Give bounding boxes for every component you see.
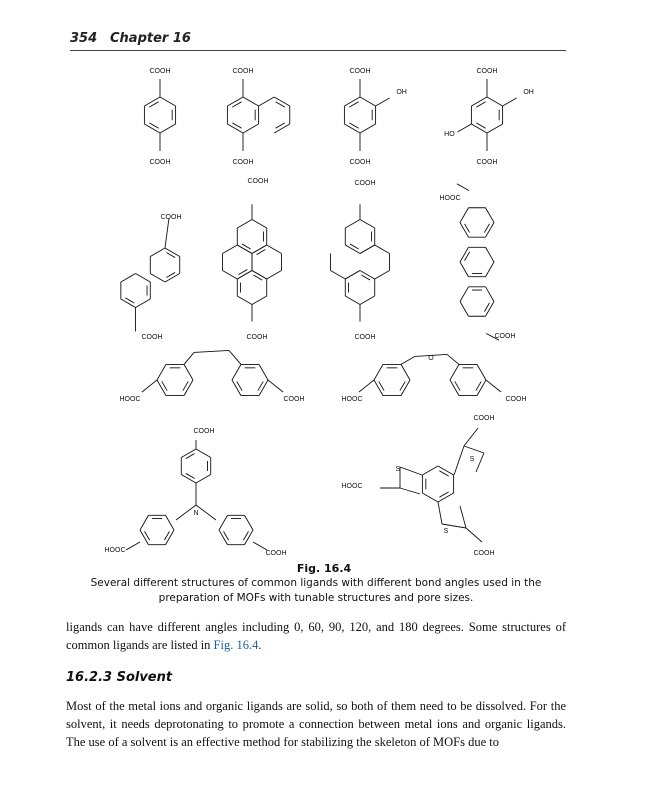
bond bbox=[438, 502, 442, 524]
bond bbox=[460, 287, 469, 302]
bond bbox=[268, 380, 283, 392]
bond bbox=[227, 124, 243, 133]
bond bbox=[136, 274, 151, 283]
bond bbox=[344, 124, 360, 133]
bond bbox=[447, 354, 459, 364]
bond bbox=[450, 380, 459, 396]
atom-label: COOH bbox=[476, 159, 498, 166]
bond bbox=[438, 493, 454, 502]
bond bbox=[344, 97, 360, 106]
bond bbox=[184, 352, 194, 364]
bond bbox=[486, 247, 495, 262]
bond bbox=[259, 380, 268, 396]
atom-label: S bbox=[469, 456, 475, 463]
bond bbox=[267, 271, 282, 280]
bond bbox=[157, 380, 166, 396]
atom-label: COOH bbox=[354, 180, 376, 187]
bond bbox=[140, 515, 149, 530]
bond bbox=[219, 515, 228, 530]
body-paragraph-2: Most of the metal ions and organic ligands are solid, so both of them need to be dissolved. For the solvent, it needs deprotonating to promote a connection between metal ions and organic ligands. The use of a solvent is an effective method for stabilizing the skeleton of MOFs due to bbox=[66, 699, 566, 749]
atom-label: O bbox=[428, 355, 434, 362]
bond bbox=[487, 97, 503, 106]
bond bbox=[422, 493, 438, 502]
bond bbox=[237, 245, 252, 254]
bond bbox=[503, 98, 517, 106]
atom-label: HOOC bbox=[104, 547, 126, 554]
atom-label: COOH bbox=[246, 334, 268, 341]
bond bbox=[142, 380, 157, 392]
bond bbox=[136, 299, 151, 308]
bond bbox=[232, 380, 241, 396]
bond bbox=[274, 97, 290, 106]
bond bbox=[237, 220, 252, 229]
bond bbox=[166, 515, 175, 530]
atom-label: S bbox=[395, 466, 401, 473]
bond bbox=[345, 296, 360, 305]
bond bbox=[477, 364, 486, 380]
atom-label: COOH bbox=[473, 415, 495, 422]
bond bbox=[374, 364, 383, 380]
atom-label: COOH bbox=[149, 68, 171, 75]
bond bbox=[466, 528, 482, 542]
bond bbox=[450, 364, 459, 380]
atom-label: COOH bbox=[505, 396, 527, 403]
bond bbox=[486, 287, 495, 302]
bond bbox=[245, 515, 254, 530]
bond bbox=[259, 364, 268, 380]
bond bbox=[157, 364, 166, 380]
bond bbox=[360, 220, 375, 229]
bond bbox=[196, 449, 211, 458]
bond bbox=[165, 274, 180, 283]
bond bbox=[460, 262, 469, 277]
bond bbox=[376, 98, 390, 106]
atom-label: COOH bbox=[265, 550, 287, 557]
atom-label: OH bbox=[523, 89, 534, 96]
atom-label: HOOC bbox=[341, 483, 363, 490]
bond bbox=[253, 542, 267, 550]
bond bbox=[223, 245, 238, 254]
bond bbox=[232, 364, 241, 380]
bond bbox=[126, 542, 140, 550]
bond bbox=[243, 97, 259, 106]
bond bbox=[360, 124, 376, 133]
bond bbox=[252, 296, 267, 305]
page-number: 354 bbox=[70, 31, 98, 46]
body-paragraph-1 bbox=[66, 618, 566, 654]
bond bbox=[400, 467, 422, 475]
bond bbox=[245, 530, 254, 545]
bond bbox=[274, 124, 290, 133]
bond bbox=[460, 302, 469, 317]
paragraph-1-end: . bbox=[258, 638, 262, 652]
bond bbox=[243, 124, 259, 133]
bond bbox=[360, 97, 376, 106]
bond bbox=[150, 248, 165, 257]
bond bbox=[223, 271, 238, 280]
chapter-title: Chapter 16 bbox=[110, 31, 191, 46]
bond bbox=[477, 380, 486, 396]
bond bbox=[486, 262, 495, 277]
atom-label: COOH bbox=[476, 68, 498, 75]
bond bbox=[140, 530, 149, 545]
bond bbox=[345, 271, 360, 280]
bond bbox=[464, 428, 478, 446]
bond bbox=[331, 271, 346, 280]
figure-caption-text: Several different structures of common ligands with different bond angles used in the preparation of MOFs with tunable structures and pore sizes. bbox=[90, 577, 542, 604]
atom-label: COOH bbox=[349, 159, 371, 166]
bond bbox=[457, 124, 471, 132]
atom-labels bbox=[105, 68, 534, 557]
paragraph-1-text: ligands can have different angles including 0, 60, 90, 120, and 180 degrees. Some structures of common ligands are listed in bbox=[66, 620, 566, 652]
bond bbox=[464, 446, 484, 453]
atom-label: OH bbox=[396, 89, 407, 96]
bond bbox=[486, 380, 501, 392]
bond bbox=[460, 506, 466, 528]
bond bbox=[121, 274, 136, 283]
bond bbox=[237, 296, 252, 305]
bond-lines bbox=[121, 79, 517, 550]
bond bbox=[194, 350, 229, 352]
atom-label: S bbox=[443, 528, 449, 535]
bond bbox=[374, 380, 383, 396]
bond bbox=[486, 222, 495, 237]
atom-label: N bbox=[193, 510, 199, 517]
bond bbox=[181, 475, 196, 484]
bond bbox=[165, 248, 180, 257]
bond bbox=[229, 350, 241, 364]
atom-label: HOOC bbox=[341, 396, 363, 403]
bond bbox=[252, 245, 267, 254]
bond bbox=[401, 356, 415, 364]
bond bbox=[219, 530, 228, 545]
atom-label: COOH bbox=[354, 334, 376, 341]
atom-label: COOH bbox=[232, 68, 254, 75]
bond bbox=[252, 220, 267, 229]
atom-label: HO bbox=[444, 131, 455, 138]
bond bbox=[165, 218, 169, 248]
atom-label: COOH bbox=[141, 334, 163, 341]
bond bbox=[259, 97, 275, 106]
bond bbox=[487, 124, 503, 133]
bond bbox=[267, 245, 282, 254]
atom-label: COOH bbox=[494, 333, 516, 340]
bond bbox=[227, 97, 243, 106]
bond bbox=[359, 380, 374, 392]
bond bbox=[400, 488, 420, 494]
bond bbox=[345, 220, 360, 229]
bond bbox=[375, 271, 390, 280]
bond bbox=[144, 124, 160, 133]
bond bbox=[150, 274, 165, 283]
atom-label: COOH bbox=[160, 214, 182, 221]
bond bbox=[401, 380, 410, 396]
bond bbox=[460, 247, 469, 262]
bond bbox=[144, 97, 160, 106]
bond bbox=[476, 453, 484, 472]
bond bbox=[121, 299, 136, 308]
bond bbox=[166, 530, 175, 545]
atom-label: COOH bbox=[247, 178, 269, 185]
bond bbox=[252, 271, 267, 280]
bond bbox=[360, 296, 375, 305]
bond bbox=[360, 271, 375, 280]
bond bbox=[486, 208, 495, 223]
bond bbox=[486, 302, 495, 317]
bond bbox=[460, 208, 469, 223]
atom-label: COOH bbox=[473, 550, 495, 557]
bond bbox=[460, 222, 469, 237]
bond bbox=[196, 475, 211, 484]
bond bbox=[471, 124, 487, 133]
bond bbox=[438, 466, 454, 475]
atom-label: HOOC bbox=[439, 195, 461, 202]
bond bbox=[375, 245, 390, 254]
bond bbox=[160, 97, 176, 106]
figure-reference-link[interactable]: Fig. 16.4 bbox=[213, 638, 259, 652]
atom-label: COOH bbox=[349, 68, 371, 75]
bond bbox=[184, 364, 193, 380]
bond bbox=[457, 184, 469, 191]
atom-label: COOH bbox=[283, 396, 305, 403]
bond bbox=[345, 245, 360, 254]
atom-label: HOOC bbox=[119, 396, 141, 403]
bond bbox=[184, 380, 193, 396]
atom-label: COOH bbox=[193, 428, 215, 435]
bond bbox=[471, 97, 487, 106]
bond bbox=[237, 271, 252, 280]
bond bbox=[422, 466, 438, 475]
bond bbox=[160, 124, 176, 133]
bond bbox=[196, 505, 216, 520]
section-heading: 16.2.3 Solvent bbox=[66, 670, 173, 685]
atom-label: COOH bbox=[149, 159, 171, 166]
bond bbox=[360, 245, 375, 254]
figure-caption-title: Fig. 16.4 bbox=[296, 562, 352, 575]
bond bbox=[454, 446, 464, 475]
atom-label: COOH bbox=[232, 159, 254, 166]
bond bbox=[181, 449, 196, 458]
bond bbox=[401, 364, 410, 380]
